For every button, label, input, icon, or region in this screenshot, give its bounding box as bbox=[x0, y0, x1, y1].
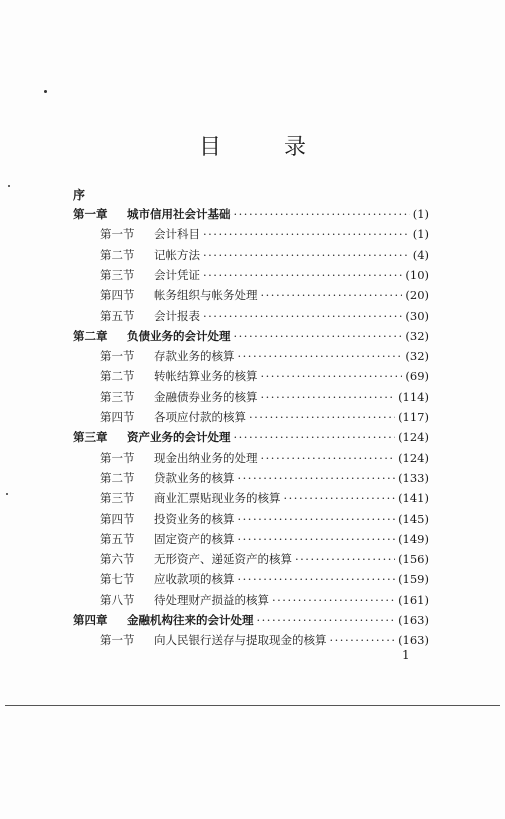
toc-leader-dots bbox=[203, 306, 402, 326]
toc-entry-number: 第六节 bbox=[100, 552, 135, 567]
toc-leader-dots bbox=[295, 549, 395, 569]
toc-section-entry bbox=[100, 509, 429, 529]
toc-entry-title: 向人民银行送存与提取现金的核算 bbox=[154, 633, 327, 648]
toc-entry-title: 应收款项的核算 bbox=[154, 572, 235, 587]
toc-section-entry bbox=[100, 630, 429, 650]
toc-entry-page: (133) bbox=[398, 470, 429, 485]
toc-entry-page: (141) bbox=[398, 491, 429, 506]
toc-section-entry bbox=[100, 529, 429, 549]
toc-leader-dots bbox=[234, 427, 396, 447]
toc-entry-number: 第二节 bbox=[100, 247, 135, 262]
toc-entry-title: 会计凭证 bbox=[154, 267, 200, 282]
toc-leader-dots bbox=[261, 366, 403, 386]
toc-chapter-entry bbox=[73, 427, 429, 447]
toc-entry-number: 第一节 bbox=[100, 349, 135, 364]
toc-entry-number: 第二节 bbox=[100, 369, 135, 384]
bottom-rule bbox=[5, 705, 500, 706]
toc-leader-dots bbox=[238, 569, 396, 589]
toc-entry-number: 第一章 bbox=[73, 207, 108, 221]
toc-entry-title: 资产业务的会计处理 bbox=[127, 430, 231, 445]
toc-section-entry bbox=[100, 265, 429, 285]
toc-entry-number: 第三节 bbox=[100, 267, 135, 282]
toc-chapter-entry bbox=[73, 204, 429, 224]
toc-entry-page: (117) bbox=[398, 410, 429, 424]
toc-entry-title: 帐务组织与帐务处理 bbox=[154, 288, 258, 303]
toc-entry-page: (4) bbox=[412, 247, 429, 262]
toc-entry-number: 第三节 bbox=[100, 491, 135, 506]
toc-entry-page: (32) bbox=[405, 328, 429, 343]
toc-leader-dots bbox=[261, 448, 396, 468]
toc-chapter-entry bbox=[73, 610, 429, 630]
toc-entry-number: 第七节 bbox=[100, 572, 135, 587]
toc-leader-dots bbox=[203, 245, 410, 265]
toc-leader-dots bbox=[249, 407, 395, 427]
toc-entry-page: (156) bbox=[398, 552, 429, 567]
toc-leader-dots bbox=[261, 387, 396, 407]
toc-leader-dots bbox=[330, 630, 396, 650]
toc-entry-number: 第四节 bbox=[100, 288, 135, 303]
toc-entry-number: 第八节 bbox=[100, 592, 135, 607]
toc-entry-title: 金融机构往来的会计处理 bbox=[127, 613, 254, 627]
page-number: 1 bbox=[402, 648, 410, 662]
page-title: 目 录 bbox=[199, 135, 334, 160]
toc-entry-title: 负债业务的会计处理 bbox=[127, 328, 231, 343]
toc-entry-page: (124) bbox=[398, 450, 429, 465]
toc-section-entry bbox=[100, 366, 429, 386]
toc-leader-dots bbox=[238, 468, 396, 488]
toc-leader-dots bbox=[238, 346, 403, 366]
toc-leader-dots bbox=[238, 509, 396, 529]
toc-entry-number: 第一节 bbox=[100, 227, 135, 242]
toc-entry-title: 记帐方法 bbox=[154, 247, 200, 262]
toc-section-entry bbox=[100, 569, 429, 589]
toc-section-entry bbox=[100, 245, 429, 265]
toc-entry-page: (161) bbox=[398, 592, 429, 607]
toc-entry-title: 会计科目 bbox=[154, 227, 200, 242]
toc-entry-number: 第三节 bbox=[100, 389, 135, 404]
toc-entry-page: (20) bbox=[405, 288, 429, 303]
toc-entry-title: 会计报表 bbox=[154, 308, 200, 323]
toc-section-entry bbox=[100, 306, 429, 326]
toc-section-entry bbox=[100, 488, 429, 508]
toc-entry-title: 转帐结算业务的核算 bbox=[154, 369, 258, 384]
toc-entry-page: (163) bbox=[398, 633, 429, 648]
toc-section-entry bbox=[100, 468, 429, 488]
toc-entry-title: 固定资产的核算 bbox=[154, 531, 235, 546]
toc-entry-title: 贷款业务的核算 bbox=[154, 470, 235, 485]
scan-speck bbox=[44, 90, 47, 93]
toc-entry-page: (145) bbox=[398, 511, 429, 526]
toc-leader-dots bbox=[234, 326, 403, 346]
toc-entry-number: 第四章 bbox=[73, 613, 108, 627]
toc-entry-number: 第一节 bbox=[100, 450, 135, 465]
toc-entry-number: 第三章 bbox=[73, 430, 108, 445]
toc-leader-dots bbox=[257, 610, 396, 630]
toc-section-entry bbox=[100, 590, 429, 610]
toc-section-entry bbox=[100, 407, 429, 427]
toc-section-entry bbox=[100, 448, 429, 468]
toc-entry-title: 城市信用社会计基础 bbox=[127, 207, 231, 221]
toc-leader-dots bbox=[203, 224, 410, 244]
toc-entry-title: 投资业务的核算 bbox=[154, 511, 235, 526]
scan-speck bbox=[8, 185, 10, 187]
toc-entry-page: (1) bbox=[412, 227, 429, 242]
toc-leader-dots bbox=[234, 204, 410, 224]
toc-leader-dots bbox=[261, 285, 403, 305]
toc-section-entry bbox=[100, 346, 429, 366]
toc-section-entry bbox=[100, 285, 429, 305]
toc-entry-page: (159) bbox=[398, 572, 429, 587]
toc-entry-number: 第二章 bbox=[73, 328, 108, 343]
toc-entry-title: 商业汇票贴现业务的核算 bbox=[154, 491, 281, 506]
toc-section-entry bbox=[100, 549, 429, 569]
toc-entry-title: 存款业务的核算 bbox=[154, 349, 235, 364]
toc-entry-title: 金融债券业务的核算 bbox=[154, 389, 258, 404]
toc-entry-page: (30) bbox=[405, 308, 429, 323]
toc-entry-number: 第二节 bbox=[100, 470, 135, 485]
toc-entry-number: 第一节 bbox=[100, 633, 135, 648]
toc-entry-page: (124) bbox=[398, 430, 429, 445]
toc-entry-title: 无形资产、递延资产的核算 bbox=[154, 552, 292, 567]
toc-section-entry bbox=[100, 387, 429, 407]
preface-entry: 序 bbox=[73, 188, 86, 202]
toc-entry-page: (114) bbox=[398, 389, 429, 404]
scan-speck bbox=[6, 493, 8, 495]
toc-entry-title: 现金出纳业务的处理 bbox=[154, 450, 258, 465]
toc-entry-page: (149) bbox=[398, 531, 429, 546]
toc-leader-dots bbox=[284, 488, 396, 508]
toc-entry-title: 各项应付款的核算 bbox=[154, 410, 246, 424]
toc-entry-number: 第四节 bbox=[100, 511, 135, 526]
toc-leader-dots bbox=[203, 265, 402, 285]
toc-entry-page: (32) bbox=[405, 349, 429, 364]
toc-leader-dots bbox=[238, 529, 396, 549]
toc-chapter-entry bbox=[73, 326, 429, 346]
toc-entry-page: (10) bbox=[405, 267, 429, 282]
toc-entry-page: (163) bbox=[398, 613, 429, 627]
toc-entry-number: 第五节 bbox=[100, 308, 135, 323]
toc-entry-page: (69) bbox=[405, 369, 429, 384]
toc-entry-number: 第五节 bbox=[100, 531, 135, 546]
toc-section-entry bbox=[100, 224, 429, 244]
toc-entry-title: 待处理财产损益的核算 bbox=[154, 592, 269, 607]
toc-entry-number: 第四节 bbox=[100, 410, 135, 424]
toc-entry-page: (1) bbox=[412, 207, 429, 221]
toc-leader-dots bbox=[272, 590, 395, 610]
